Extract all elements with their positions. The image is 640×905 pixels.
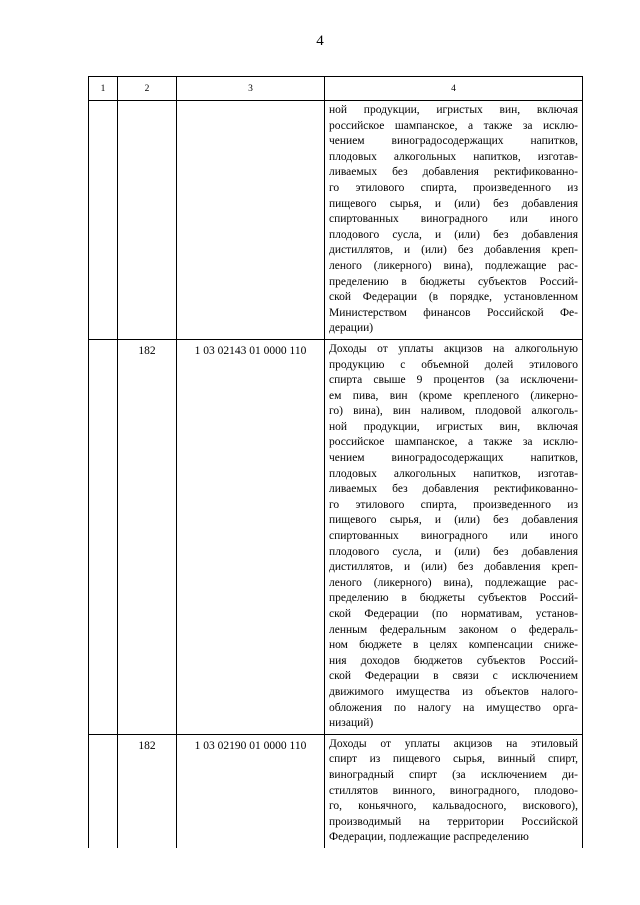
description-line: дерации) bbox=[329, 322, 374, 335]
description-line: пищевого сырья, и (или) без добавления bbox=[329, 197, 578, 210]
page-number: 4 bbox=[316, 33, 324, 49]
description-line: плодовых алкогольных напитков, изготав- bbox=[329, 150, 578, 163]
description-line: плодового сусла, и (или) без добавления bbox=[329, 228, 578, 241]
description-line: продукцию с объемной долей этилового bbox=[329, 358, 578, 371]
header-cell-4: 4 bbox=[325, 77, 583, 101]
description-line: чением виноградосодержащих напитков, bbox=[329, 135, 578, 148]
description-cell bbox=[325, 101, 583, 340]
description-line: ем пива, вин (кроме крепленого (ликерно- bbox=[329, 389, 578, 402]
description-line: Доходы от уплаты акцизов на этиловый bbox=[329, 737, 578, 750]
description-line: российское шампанское, а также за исклю- bbox=[329, 436, 578, 449]
description-line: го, коньячного, кальвадосного, вискового), bbox=[329, 800, 578, 813]
description-line: ной продукции, игристых вин, включая bbox=[329, 104, 578, 116]
kbk-code-cell bbox=[177, 101, 325, 340]
kbk-code-cell: 1 03 02190 01 0000 110 bbox=[177, 734, 325, 848]
table-row bbox=[89, 734, 583, 848]
description-line: леного (ликерного) вина), подлежащие рас- bbox=[329, 259, 578, 272]
description-line: ной продукции, игристых вин, включая bbox=[329, 420, 578, 433]
description-line: леного (ликерного) вина), подлежащие рас- bbox=[329, 576, 578, 589]
admin-code-cell: 182 bbox=[118, 339, 177, 734]
description-line: ской Федерации (в порядке, установленном bbox=[329, 291, 578, 304]
description-line: стиллятов винного, виноградного, плодово- bbox=[329, 784, 578, 797]
description-cell bbox=[325, 734, 583, 848]
description-line: спиртованных виноградного или иного bbox=[329, 213, 578, 226]
description-line: чением виноградосодержащих напитков, bbox=[329, 452, 578, 465]
description-line: производимый на территории Российской bbox=[329, 815, 578, 828]
table-row bbox=[89, 101, 583, 340]
description-line: пищевого сырья, и (или) без добавления bbox=[329, 514, 578, 527]
description-line: виноградный спирт (за исключением ди- bbox=[329, 768, 578, 781]
header-cell-1: 1 bbox=[89, 77, 118, 101]
admin-code-cell: 182 bbox=[118, 734, 177, 848]
description-line: плодового сусла, и (или) без добавления bbox=[329, 545, 578, 558]
description-line: ской Федерации (по нормативам, установ- bbox=[329, 608, 578, 620]
description-line: плодовых алкогольных напитков, изготав- bbox=[329, 467, 578, 480]
kbk-code-cell: 1 03 02143 01 0000 110 bbox=[177, 339, 325, 734]
description-line: Федерации, подлежащие распределению bbox=[329, 831, 529, 844]
table-header-row bbox=[89, 77, 583, 101]
description-line: движимого имущества из объектов налого- bbox=[329, 685, 578, 698]
description-line: российское шампанское, а также за исклю- bbox=[329, 119, 578, 132]
description-line: спиртованных виноградного или иного bbox=[329, 530, 578, 543]
description-line: дистиллятов, и (или) без добавления креп- bbox=[329, 561, 578, 574]
description-line: Министерством финансов Российской Фе- bbox=[329, 306, 578, 319]
header-cell-2: 2 bbox=[118, 77, 177, 101]
description-cell bbox=[325, 339, 583, 734]
header-cell-3: 3 bbox=[177, 77, 325, 101]
table-row bbox=[89, 339, 583, 734]
description-line: низаций) bbox=[329, 717, 374, 730]
description-line: ливаемых без добавления ректификованно- bbox=[329, 483, 578, 496]
description-line: го этилового спирта, произведенного из bbox=[329, 181, 578, 194]
description-line: ния доходов бюджетов субъектов Россий- bbox=[329, 654, 578, 667]
row-number-cell bbox=[89, 734, 118, 848]
admin-code-cell bbox=[118, 101, 177, 340]
description-line: го) вина), вин наливом, плодовой алкоголь- bbox=[329, 405, 578, 418]
description-line: спирт из пищевого сырья, винный спирт, bbox=[329, 753, 578, 766]
row-number-cell bbox=[89, 339, 118, 734]
description-line: пределению в бюджеты субъектов Россий- bbox=[329, 592, 578, 605]
description-line: ленным федеральным законом о федераль- bbox=[329, 623, 578, 636]
description-line: ном бюджете в целях компенсации сниже- bbox=[329, 639, 578, 652]
budget-classification-table bbox=[88, 76, 583, 848]
description-line: обложения по налогу на имущество орга- bbox=[329, 701, 578, 714]
description-line: ской Федерации в связи с исключением bbox=[329, 670, 578, 683]
row-number-cell bbox=[89, 101, 118, 340]
description-line: дистиллятов, и (или) без добавления креп- bbox=[329, 244, 578, 257]
description-line: го этилового спирта, произведенного из bbox=[329, 498, 578, 511]
description-line: ливаемых без добавления ректификованно- bbox=[329, 166, 578, 179]
description-line: спирта свыше 9 процентов (за исключени- bbox=[329, 374, 578, 387]
description-line: Доходы от уплаты акцизов на алкогольную bbox=[329, 342, 578, 355]
description-line: пределению в бюджеты субъектов Россий- bbox=[329, 275, 578, 288]
